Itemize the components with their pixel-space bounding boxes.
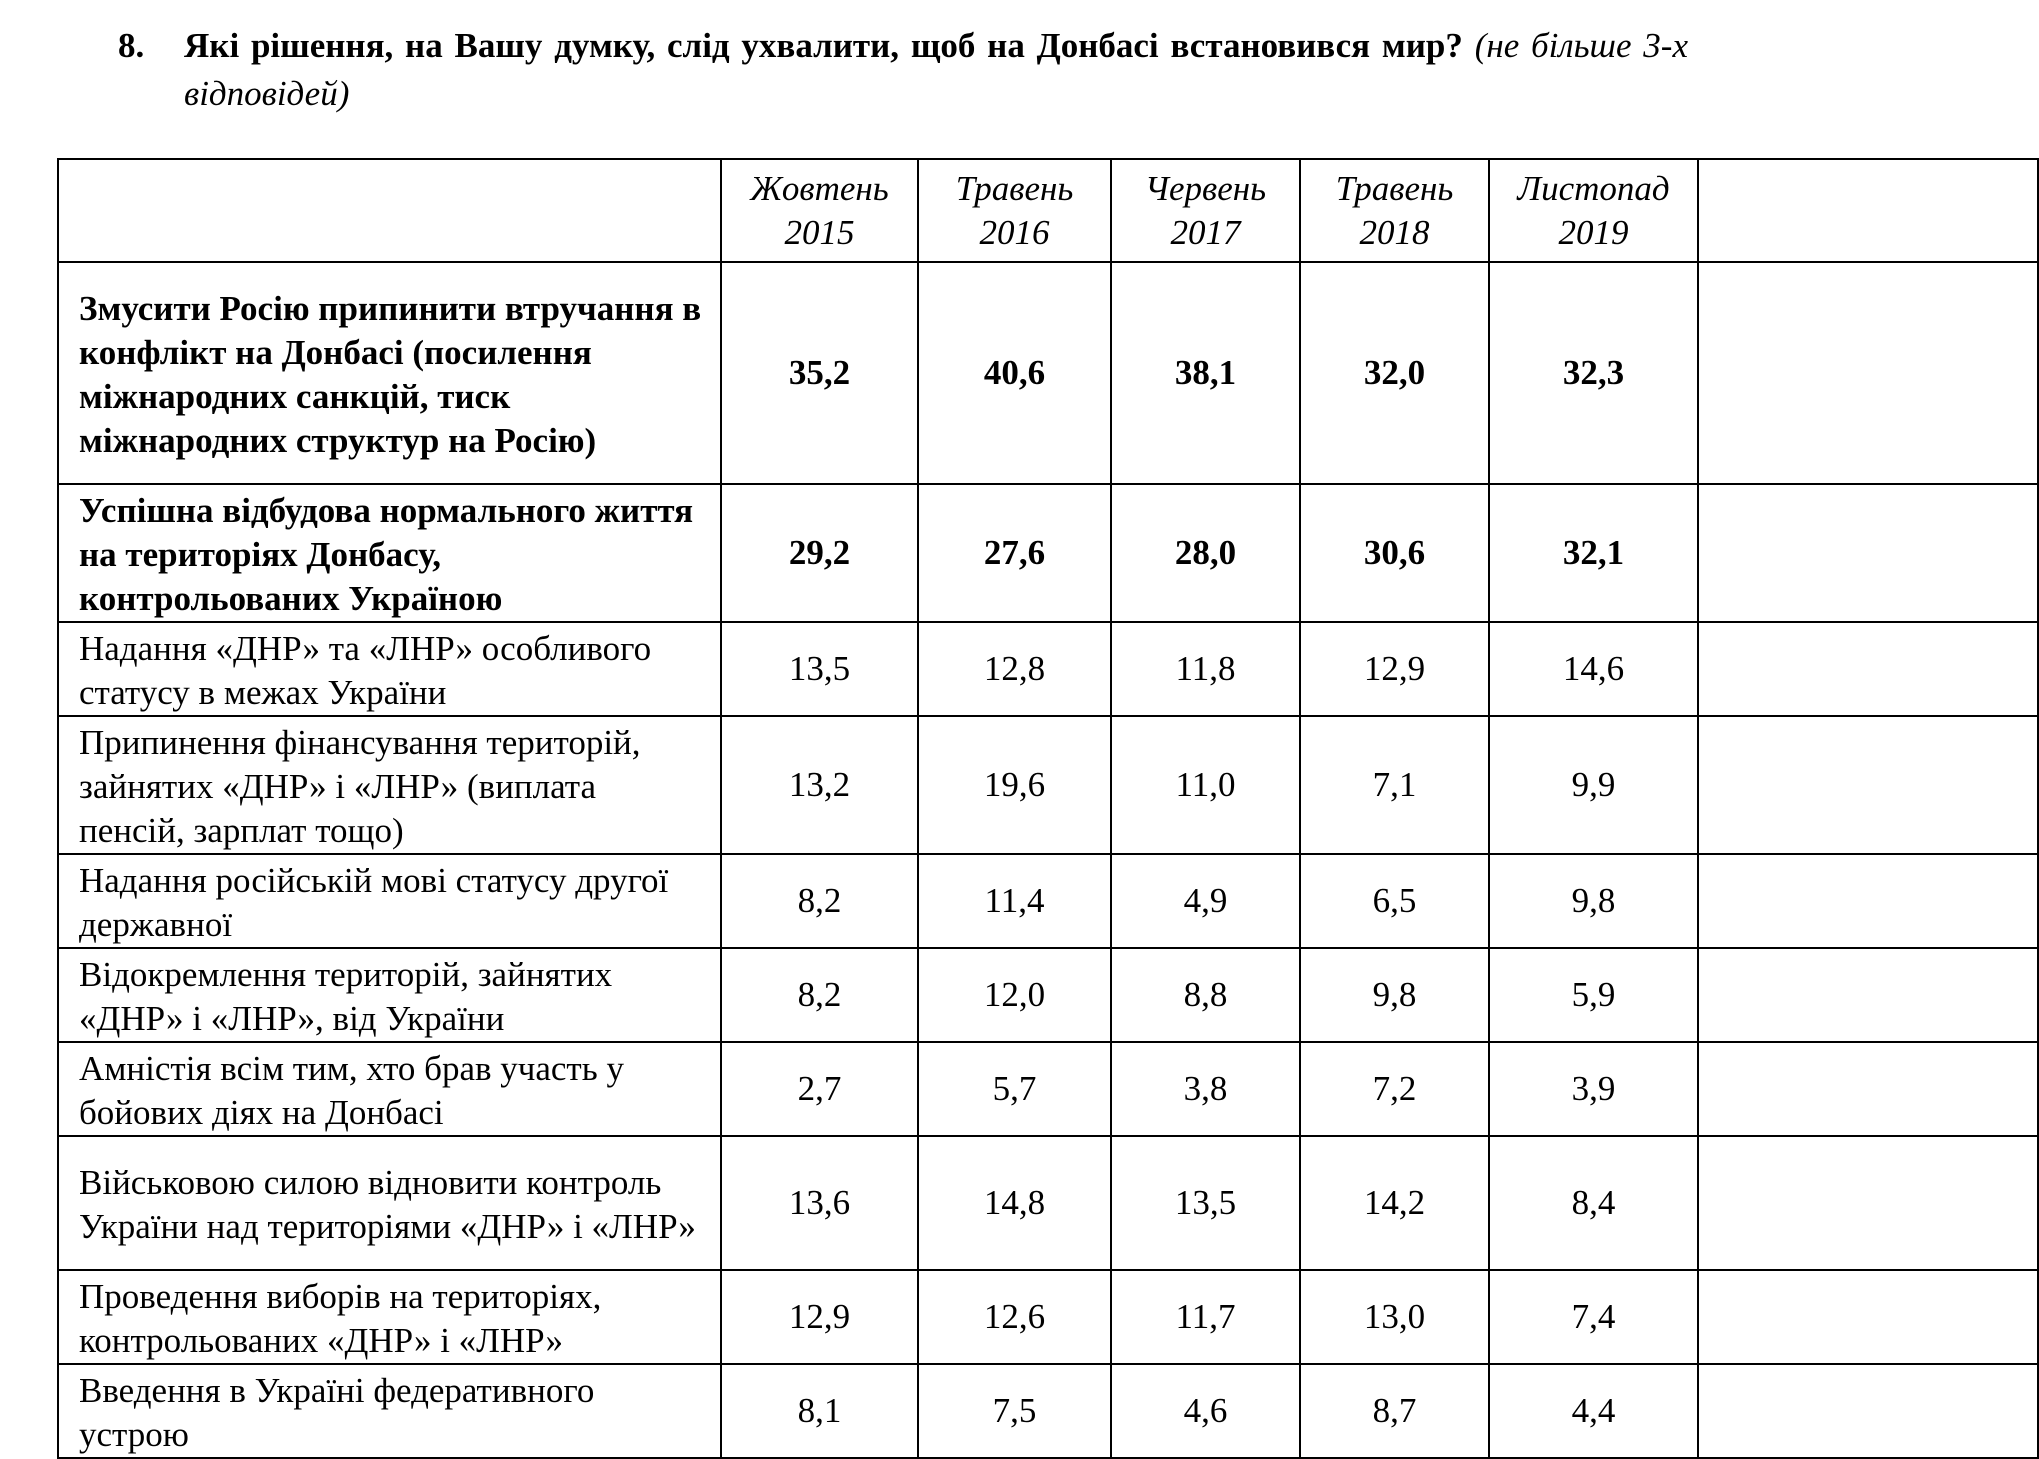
- cell-value: 9,8: [1300, 948, 1489, 1042]
- cell-value: 35,2: [721, 262, 918, 484]
- cell-value: 32,3: [1489, 262, 1698, 484]
- row-label: Введення в Україні федеративного устрою: [58, 1364, 721, 1458]
- question-note: (не більше 3-х відповідей): [184, 26, 1689, 113]
- cell-value: 2,7: [721, 1042, 918, 1136]
- cell-value: 30,6: [1300, 484, 1489, 622]
- cell-value: 7,4: [1489, 1270, 1698, 1364]
- cell-value: 8,2: [721, 948, 918, 1042]
- question-text-block: [184, 22, 1688, 118]
- cell-value: 11,0: [1111, 716, 1300, 854]
- cell-value: 32,0: [1300, 262, 1489, 484]
- cell-value: 7,5: [918, 1364, 1111, 1458]
- cell-value: 12,6: [918, 1270, 1111, 1364]
- cell-value: 12,8: [918, 622, 1111, 716]
- cell-value: 11,4: [918, 854, 1111, 948]
- cell-value: 12,9: [1300, 622, 1489, 716]
- table-row: [58, 948, 2038, 1042]
- overflow-cell: [1698, 716, 2038, 854]
- overflow-cell: [1698, 1270, 2038, 1364]
- cell-value: 27,6: [918, 484, 1111, 622]
- table-row: [58, 854, 2038, 948]
- cell-value: 11,7: [1111, 1270, 1300, 1364]
- row-label: Відокремлення територій, зайнятих «ДНР» і «ЛНР», від України: [58, 948, 721, 1042]
- cell-value: 32,1: [1489, 484, 1698, 622]
- results-table: [57, 158, 2039, 1459]
- cell-value: 9,9: [1489, 716, 1698, 854]
- cell-value: 7,2: [1300, 1042, 1489, 1136]
- row-label: Припинення фінансування територій, зайнятих «ДНР» і «ЛНР» (виплата пенсій, зарплат тощо): [58, 716, 721, 854]
- cell-value: 3,8: [1111, 1042, 1300, 1136]
- cell-value: 40,6: [918, 262, 1111, 484]
- overflow-cell: [1698, 622, 2038, 716]
- cell-value: 13,0: [1300, 1270, 1489, 1364]
- question-text: Які рішення, на Вашу думку, слід ухвалити, щоб на Донбасі встановився мир?: [184, 26, 1463, 65]
- column-header: Листопад 2019: [1489, 159, 1698, 262]
- header-empty-cell: [58, 159, 721, 262]
- cell-value: 13,5: [721, 622, 918, 716]
- table-row: [58, 716, 2038, 854]
- column-header: Травень 2016: [918, 159, 1111, 262]
- overflow-cell: [1698, 948, 2038, 1042]
- cell-value: 5,9: [1489, 948, 1698, 1042]
- cell-value: 7,1: [1300, 716, 1489, 854]
- cell-value: 38,1: [1111, 262, 1300, 484]
- row-label: Успішна відбудова нормального життя на територіях Донбасу, контрольованих Україною: [58, 484, 721, 622]
- cell-value: 8,7: [1300, 1364, 1489, 1458]
- cell-value: 6,5: [1300, 854, 1489, 948]
- cell-value: 8,8: [1111, 948, 1300, 1042]
- row-label: Надання російській мові статусу другої державної: [58, 854, 721, 948]
- header-overflow-cell: [1698, 159, 2038, 262]
- table-row: [58, 1136, 2038, 1270]
- cell-value: 13,6: [721, 1136, 918, 1270]
- cell-value: 28,0: [1111, 484, 1300, 622]
- table-row: [58, 484, 2038, 622]
- table-row: [58, 1042, 2038, 1136]
- cell-value: 8,1: [721, 1364, 918, 1458]
- cell-value: 9,8: [1489, 854, 1698, 948]
- cell-value: 3,9: [1489, 1042, 1698, 1136]
- row-label: Амністія всім тим, хто брав участь у бойових діях на Донбасі: [58, 1042, 721, 1136]
- cell-value: 8,4: [1489, 1136, 1698, 1270]
- cell-value: 4,9: [1111, 854, 1300, 948]
- table-header-row: [58, 159, 2038, 262]
- cell-value: 11,8: [1111, 622, 1300, 716]
- table-row: [58, 262, 2038, 484]
- column-header: Жовтень 2015: [721, 159, 918, 262]
- cell-value: 13,5: [1111, 1136, 1300, 1270]
- cell-value: 4,4: [1489, 1364, 1698, 1458]
- cell-value: 8,2: [721, 854, 918, 948]
- overflow-cell: [1698, 1042, 2038, 1136]
- cell-value: 4,6: [1111, 1364, 1300, 1458]
- column-header: Травень 2018: [1300, 159, 1489, 262]
- row-label: Змусити Росію припинити втручання в конфлікт на Донбасі (посилення міжнародних санкцій, тиск міжнародних структур на Росію): [58, 262, 721, 484]
- overflow-cell: [1698, 1136, 2038, 1270]
- cell-value: 14,2: [1300, 1136, 1489, 1270]
- overflow-cell: [1698, 484, 2038, 622]
- overflow-cell: [1698, 854, 2038, 948]
- overflow-cell: [1698, 1364, 2038, 1458]
- cell-value: 12,0: [918, 948, 1111, 1042]
- cell-value: 5,7: [918, 1042, 1111, 1136]
- cell-value: 14,8: [918, 1136, 1111, 1270]
- cell-value: 13,2: [721, 716, 918, 854]
- column-header: Червень 2017: [1111, 159, 1300, 262]
- cell-value: 19,6: [918, 716, 1111, 854]
- table-row: [58, 622, 2038, 716]
- cell-value: 29,2: [721, 484, 918, 622]
- cell-value: 12,9: [721, 1270, 918, 1364]
- question-number: 8.: [118, 26, 145, 65]
- row-label: Військовою силою відновити контроль України над територіями «ДНР» і «ЛНР»: [58, 1136, 721, 1270]
- question-heading: [118, 22, 1688, 118]
- table-row: [58, 1270, 2038, 1364]
- row-label: Надання «ДНР» та «ЛНР» особливого статусу в межах України: [58, 622, 721, 716]
- table-row: [58, 1364, 2038, 1458]
- cell-value: 14,6: [1489, 622, 1698, 716]
- overflow-cell: [1698, 262, 2038, 484]
- row-label: Проведення виборів на територіях, контрольованих «ДНР» і «ЛНР»: [58, 1270, 721, 1364]
